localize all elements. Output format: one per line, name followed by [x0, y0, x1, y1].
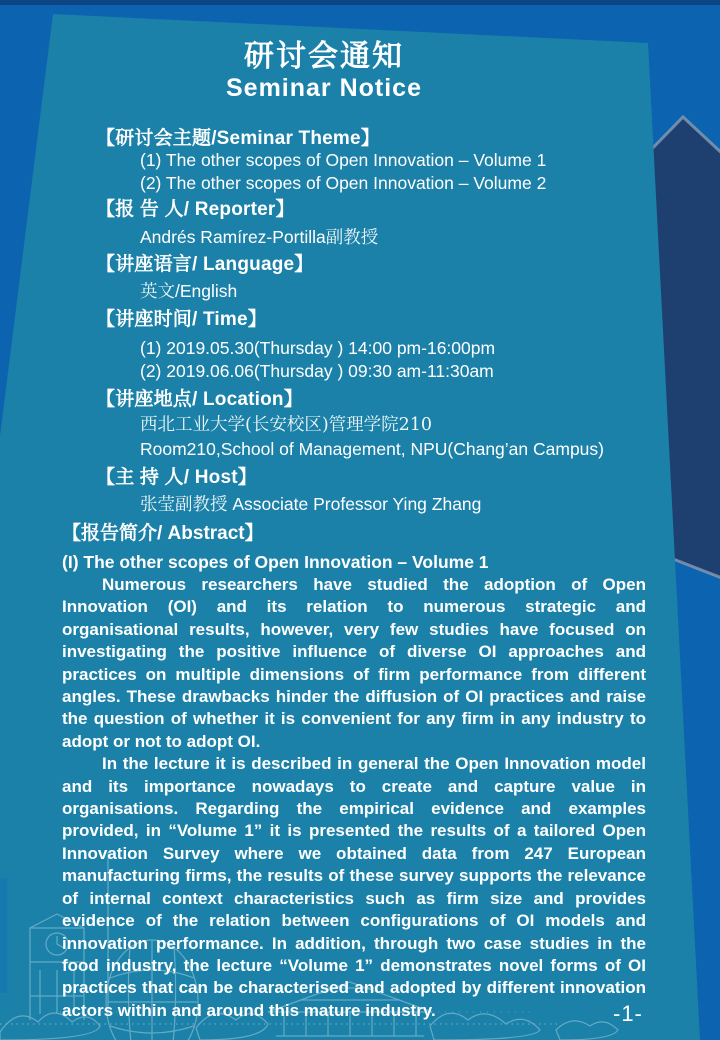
location-value-latin: Room210,School of Management, NPU(Chang’an Campus)	[140, 439, 604, 459]
abstract-paragraph-1: Numerous researchers have studied the adoption of Open Innovation (OI) and its relation to numerous strategic and organisational results, however, very few studies have focused on investigating the positive influence of diverse OI approaches and practices on multiple dimensions of firm performance from different angles. These drawbacks hinder the diffusion of OI practices and raise the question of whether it is convenient for any firm in any industry to adopt or not to adopt OI.	[62, 575, 646, 751]
section-heading-abstract: 【报告简介/ Abstract】	[62, 523, 264, 544]
language-value-cjk: 英文	[140, 282, 175, 302]
section-heading-theme: 【研讨会主题/Seminar Theme】	[96, 128, 380, 149]
host-value-cjk: 张莹副教授	[140, 495, 228, 515]
language-value-latin: /English	[175, 281, 238, 301]
theme-item-2: (2) The other scopes of Open Innovation – Volume 2	[140, 173, 547, 193]
host-value-latin: Associate Professor Ying Zhang	[227, 494, 482, 514]
theme-item-1: (1) The other scopes of Open Innovation – Volume 1	[140, 150, 547, 170]
reporter-name	[140, 226, 378, 249]
abstract-body	[62, 574, 646, 1022]
section-heading-location: 【讲座地点/ Location】	[96, 389, 303, 410]
page-title-chinese: 研讨会通知	[244, 40, 404, 73]
abstract-paragraph-2: In the lecture it is described in general the Open Innovation model and its importance nowadays to create and capture value in organisations. Regarding the empirical evidence and examples provided, in “Volume 1” it is presented the results of a tailored Open Innovation Survey where we obtained data from 247 European manufacturing firms, the results of these survey supports the relevance of internal context characteristics such as firm size and provides evidence of the relation between configurations of OI models and innovation performance. In addition, through two case studies in the food industry, the lecture “Volume 1” demonstrates novel forms of OI practices that can be characterised and adopted by different innovation actors within and around this mature industry.	[62, 754, 646, 1020]
location-value-cjk: 西北工业大学(长安校区)管理学院210	[140, 415, 433, 435]
host-value	[140, 493, 481, 516]
time-item-1: (1) 2019.05.30(Thursday ) 14:00 pm-16:00pm	[140, 338, 496, 358]
section-heading-language: 【讲座语言/ Language】	[96, 254, 314, 275]
reporter-name-cjk: 副教授	[325, 228, 379, 248]
language-value	[140, 280, 237, 303]
page-title-english: Seminar Notice	[225, 74, 422, 102]
section-heading-time: 【讲座时间/ Time】	[96, 309, 267, 330]
top-edge-strip	[0, 0, 720, 5]
time-item-2: (2) 2019.06.06(Thursday ) 09:30 am-11:30am	[140, 361, 494, 381]
section-heading-reporter: 【报 告 人/ Reporter】	[96, 199, 295, 220]
page-number: -1-	[613, 1001, 643, 1026]
abstract-volume-title: (I) The other scopes of Open Innovation – Volume 1	[62, 552, 489, 572]
section-heading-host: 【主 持 人/ Host】	[96, 467, 257, 488]
reporter-name-latin: Andrés Ramírez-Portilla	[140, 227, 326, 247]
